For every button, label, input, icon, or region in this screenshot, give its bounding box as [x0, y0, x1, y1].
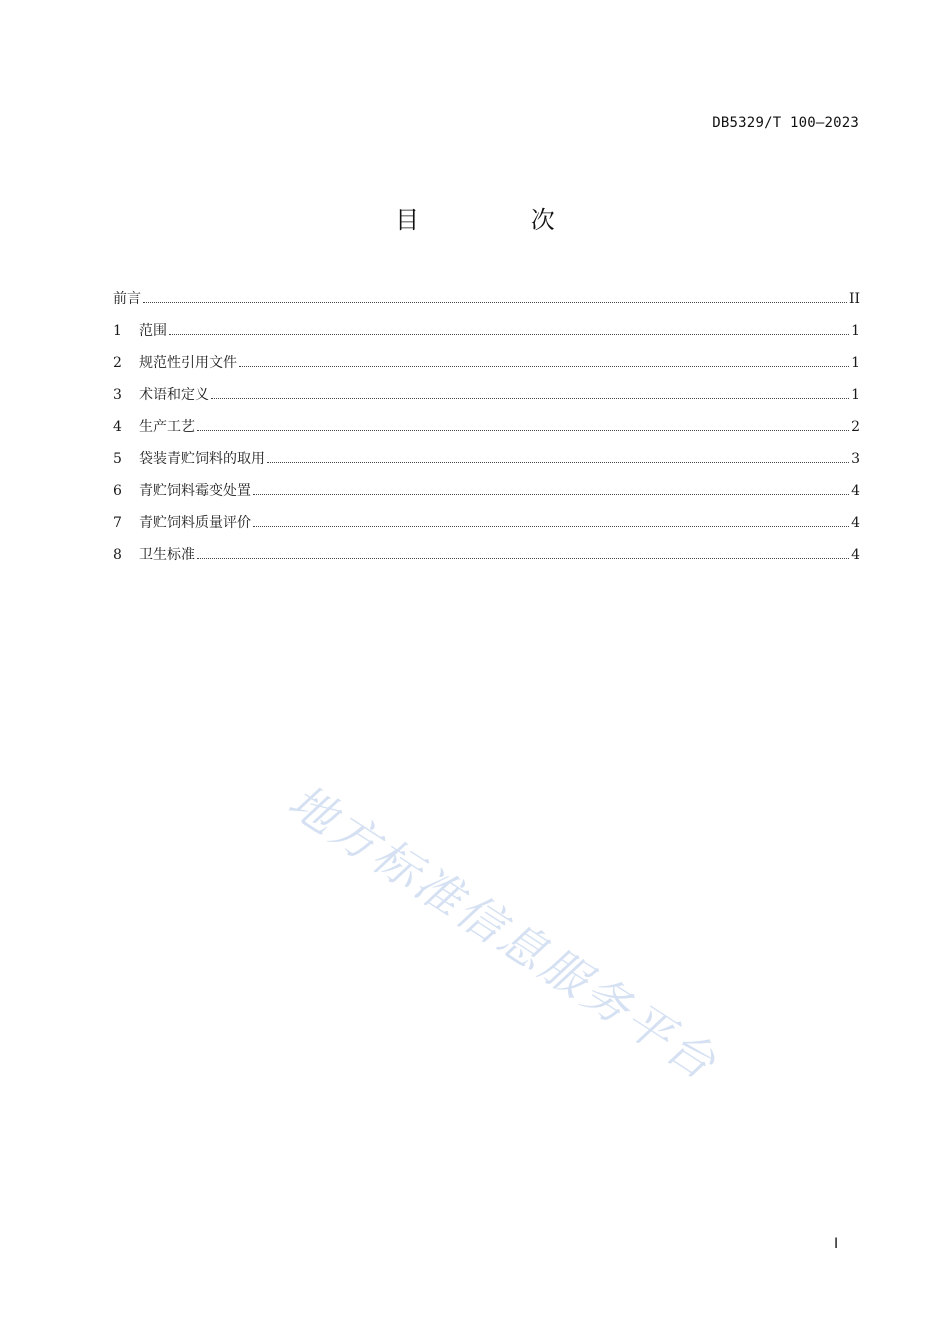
toc-entry-number: 2	[113, 355, 122, 371]
toc-entry-number: 8	[113, 547, 122, 563]
toc-entry-page: 1	[851, 323, 860, 339]
toc-entry-page: 3	[851, 451, 860, 467]
toc-entry-page: 2	[851, 419, 860, 435]
toc-leader-dots	[197, 430, 849, 431]
toc-entry-label: 青贮饲料霉变处置	[139, 483, 251, 499]
toc-entry-number: 5	[113, 451, 122, 467]
toc-entry-label: 卫生标准	[139, 547, 195, 563]
toc-leader-dots	[197, 558, 849, 559]
toc-leader-dots	[143, 302, 847, 303]
toc-entry-page: 1	[851, 355, 860, 371]
toc-entry-number: 1	[113, 323, 122, 339]
toc-entry-label: 生产工艺	[139, 419, 195, 435]
toc-entry-label: 范围	[139, 323, 167, 339]
toc-entry-page: II	[848, 291, 860, 307]
toc-entry-page: 4	[851, 547, 860, 563]
toc-leader-dots	[169, 334, 849, 335]
document-code: DB5329/T 100—2023	[712, 115, 859, 131]
toc-entry-page: 4	[851, 483, 860, 499]
toc-entry-label: 规范性引用文件	[139, 355, 237, 371]
toc-leader-dots	[239, 366, 849, 367]
toc-entry-number: 3	[113, 387, 122, 403]
watermark: 地方标准信息服务平台	[278, 773, 728, 1092]
toc-entry-label: 前言	[113, 291, 141, 307]
toc-entry-page: 1	[851, 387, 860, 403]
toc-leader-dots	[253, 494, 849, 495]
toc-entry-label: 术语和定义	[139, 387, 209, 403]
toc-entry-number: 7	[113, 515, 122, 531]
toc-leader-dots	[211, 398, 849, 399]
toc-entry-label: 青贮饲料质量评价	[139, 515, 251, 531]
toc-entry-terms-definitions[interactable]	[113, 384, 860, 416]
toc-leader-dots	[267, 462, 849, 463]
toc-entry-number: 6	[113, 483, 122, 499]
toc-entry-number: 4	[113, 419, 122, 435]
toc-entry-scope[interactable]	[113, 320, 860, 352]
toc-entry-bagged-silage-use[interactable]	[113, 448, 860, 480]
toc-leader-dots	[253, 526, 849, 527]
toc-entry-label: 袋装青贮饲料的取用	[139, 451, 265, 467]
toc-entry-quality-evaluation[interactable]	[113, 512, 860, 544]
toc-entry-page: 4	[851, 515, 860, 531]
toc-entry-hygiene-standards[interactable]	[113, 544, 860, 576]
table-of-contents	[113, 288, 860, 576]
page-number: I	[834, 1236, 839, 1252]
toc-entry-foreword[interactable]	[113, 288, 860, 320]
page-title: 目 次	[395, 206, 607, 234]
toc-entry-mold-handling[interactable]	[113, 480, 860, 512]
toc-entry-normative-references[interactable]	[113, 352, 860, 384]
toc-entry-production-process[interactable]	[113, 416, 860, 448]
